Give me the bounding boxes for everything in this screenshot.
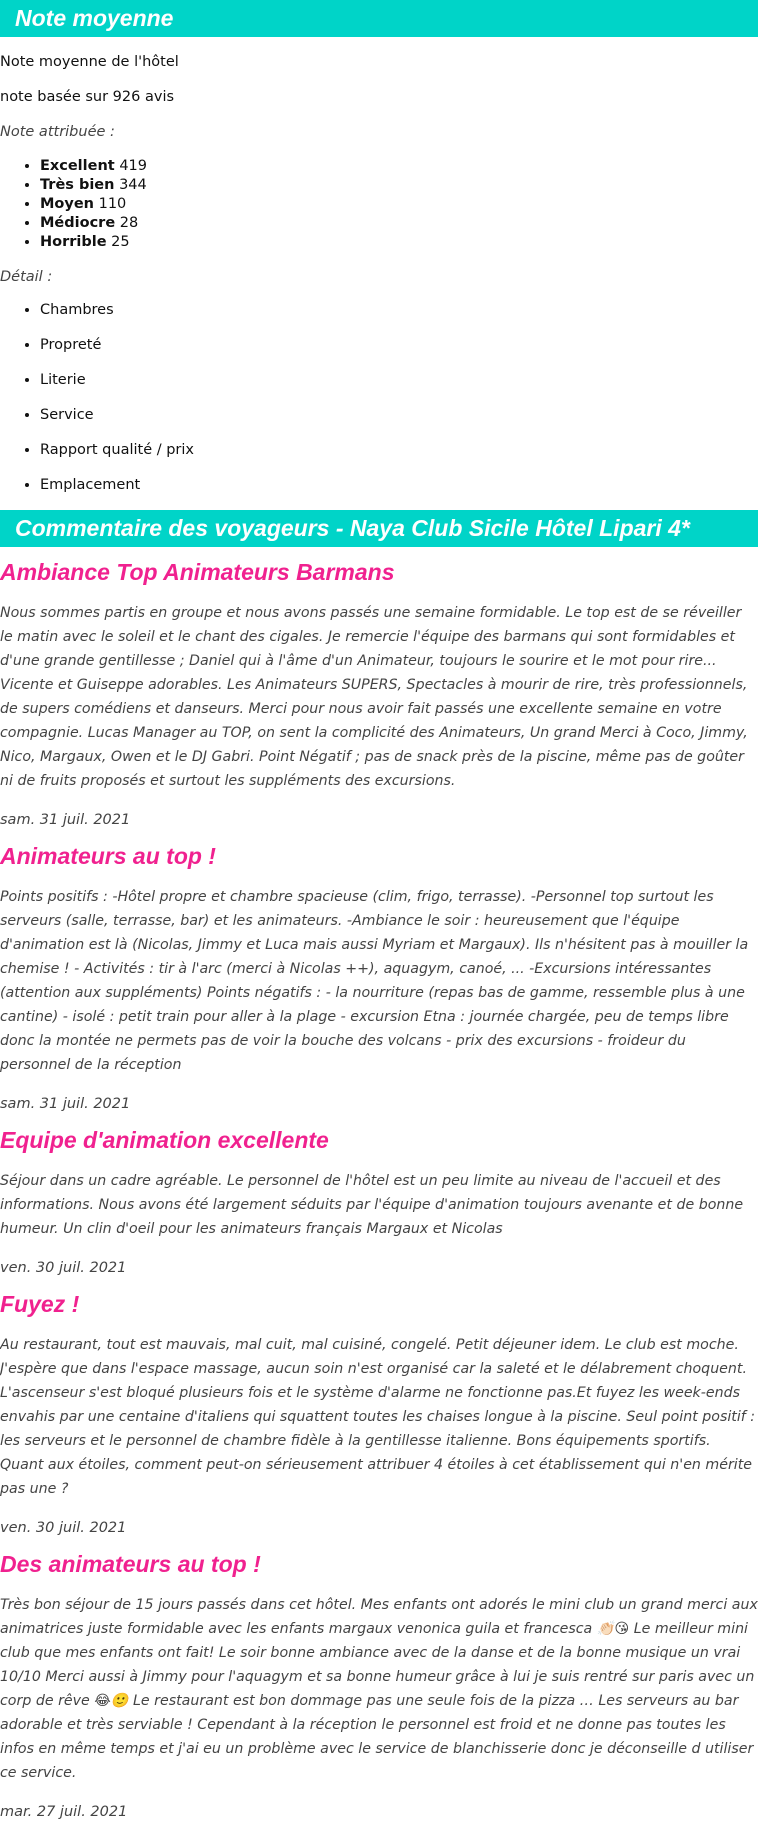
reviews-list: [0, 557, 758, 1822]
review-date: ven. 30 juil. 2021: [0, 1520, 127, 1536]
rating-count: 28: [119, 215, 139, 231]
review-date: sam. 31 juil. 2021: [0, 812, 131, 828]
review-body: Points positifs : -Hôtel propre et chambre spacieuse (clim, frigo, terrasse). -Personnel top surtout les serveurs (salle, terrasse, bar) et les animateurs. -Ambiance le soir : heureusement que l'équipe d'animation est là (Nicolas, Jimmy et Luca mais aussi Myriam et Margaux). Ils n'hésitent pas à mouiller la chemise ! - Activités : tir à l'arc (merci à Nicolas ++), aquagym, canoé, ... -Excursions intéressantes (attention aux suppléments) Points négatifs : - la nourriture (repas bas de gamme, ressemble plus à une cantine) - isolé : petit train pour aller à la plage - excursion Etna : journée chargée, peu de temps libre donc la montée ne permets pas de voir la bouche des volcans - prix des excursions - froideur du personnel de la réception: [0, 889, 749, 1073]
review-date: mar. 27 juil. 2021: [0, 1804, 128, 1820]
review-title: Fuyez !: [0, 1291, 80, 1317]
review-item: [0, 841, 758, 1114]
rating-count: 344: [119, 177, 147, 193]
rating-label: Médiocre: [40, 215, 116, 231]
ratings-label: Note attribuée :: [0, 124, 115, 140]
review-body: Séjour dans un cadre agréable. Le personnel de l'hôtel est un peu limite au niveau de l'accueil et des informations. Nous avons été largement séduits par l'équipe d'animation toujours avenante et de bonne humeur. Un clin d'oeil pour les animateurs français Margaux et Nicolas: [0, 1173, 744, 1237]
detail-list: [0, 293, 758, 503]
rating-item-mediocre: [40, 214, 758, 233]
detail-item-rapport-qualite-prix: • Rapport qualité / prix: [40, 433, 758, 468]
rating-label: Très bien: [40, 177, 115, 193]
detail-item-proprete: • Propreté: [40, 328, 758, 363]
rating-item-tres-bien: [40, 176, 758, 195]
hotel-rating-label: Note moyenne de l'hôtel: [0, 54, 179, 70]
detail-item-service: • Service: [40, 398, 758, 433]
review-body: Très bon séjour de 15 jours passés dans cet hôtel. Mes enfants ont adorés le mini club un grand merci aux animatrices juste formidable avec les enfants margaux venonica guila et francesca 👏🏻😘 Le meilleur mini club que mes enfants ont fait! Le soir bonne ambiance avec de la danse et de la bonne musique un vrai 10/10 Merci aussi à Jimmy pour l'aquagym et sa bonne humeur grâce à lui je suis rentré sur paris avec un corp de rêve 😂🙂 Le restaurant est bon dommage pas une seule fois de la pizza … Les serveurs au bar adorable et très serviable ! Cependant à la réception le personnel est froid et ne donne pas toutes les infos en même temps et j'ai eu un problème avec le service de blanchisserie donc je déconseille d utiliser ce service.: [0, 1597, 758, 1781]
review-title: Equipe d'animation excellente: [0, 1127, 329, 1153]
review-date: sam. 31 juil. 2021: [0, 1096, 131, 1112]
rating-label: Horrible: [40, 234, 107, 250]
rating-item-excellent: [40, 157, 758, 176]
review-date: ven. 30 juil. 2021: [0, 1260, 127, 1276]
detail-item-chambres: • Chambres: [40, 293, 758, 328]
review-title: Ambiance Top Animateurs Barmans: [0, 559, 395, 585]
review-item: [0, 1125, 758, 1278]
ratings-list: [0, 157, 758, 252]
detail-item-emplacement: • Emplacement: [40, 468, 758, 503]
rating-label: Excellent: [40, 158, 115, 174]
review-item: [0, 557, 758, 830]
review-count-text: note basée sur 926 avis: [0, 89, 175, 105]
review-body: Nous sommes partis en groupe et nous avons passés une semaine formidable. Le top est de se réveiller le matin avec le soleil et le chant des cigales. Je remercie l'équipe des barmans qui sont formidables et d'une grande gentillesse ; Daniel qui à l'âme d'un Animateur, toujours le sourire et le mot pour rire... Vicente et Guiseppe adorables. Les Animateurs SUPERS, Spectacles à mourir de rire, très professionnels, de supers comédiens et danseurs. Merci pour nous avoir fait passés une excellente semaine en votre compagnie. Lucas Manager au TOP, on sent la complicité des Animateurs, Un grand Merci à Coco, Jimmy, Nico, Margaux, Owen et le DJ Gabri. Point Négatif ; pas de snack près de la piscine, même pas de goûter ni de fruits proposés et surtout les suppléments des excursions.: [0, 605, 748, 789]
detail-item-literie: • Literie: [40, 363, 758, 398]
review-item: [0, 1549, 758, 1822]
rating-summary-header: Note moyenne: [0, 0, 758, 37]
rating-count: 419: [119, 158, 148, 174]
reviews-section-header: Commentaire des voyageurs - Naya Club Sicile Hôtel Lipari 4*: [0, 510, 758, 547]
review-item: [0, 1289, 758, 1538]
review-body: Au restaurant, tout est mauvais, mal cuit, mal cuisiné, congelé. Petit déjeuner idem. Le club est moche. J'espère que dans l'espace massage, aucun soin n'est organisé car la saleté et le délabrement choquent. L'ascenseur s'est bloqué plusieurs fois et le système d'alarme ne fonctionne pas.Et fuyez les week-ends envahis par une centaine d'italiens qui squattent toutes les chaises longue à la piscine. Seul point positif : les serveurs et le personnel de chambre fidèle à la gentillesse italienne. Bons équipements sportifs. Quant aux étoiles, comment peut-on sérieusement attribuer 4 étoiles à cet établissement qui n'en mérite pas une ?: [0, 1337, 756, 1497]
review-title: Des animateurs au top !: [0, 1551, 261, 1577]
rating-count: 25: [111, 234, 130, 250]
rating-item-horrible: [40, 233, 758, 252]
review-title: Animateurs au top !: [0, 843, 216, 869]
rating-item-moyen: [40, 195, 758, 214]
rating-label: Moyen: [40, 196, 94, 212]
detail-label: Détail :: [0, 269, 53, 285]
rating-count: 110: [98, 196, 127, 212]
